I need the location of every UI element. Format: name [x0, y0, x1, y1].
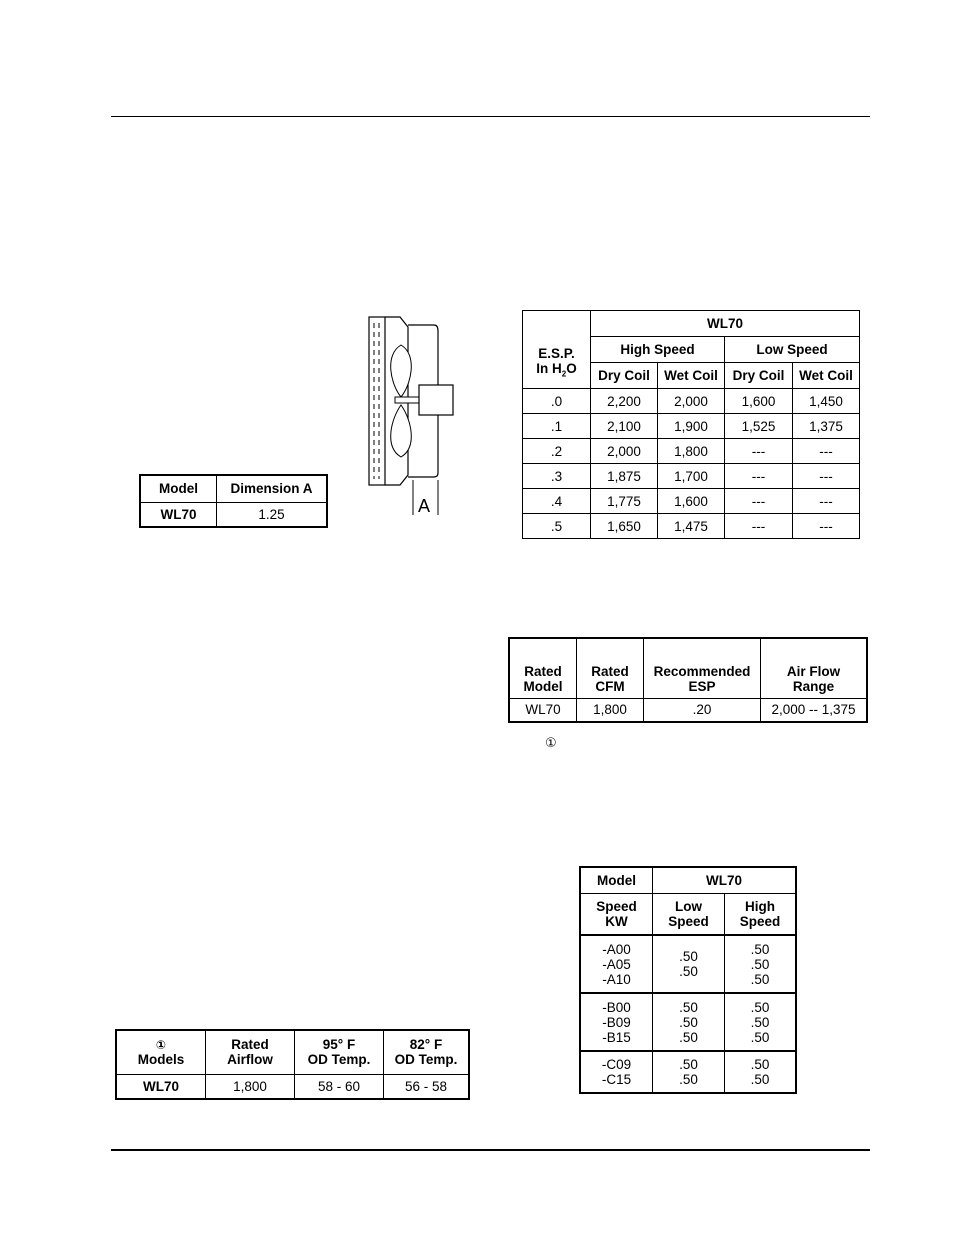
kw-high-values: .50 .50 .50	[725, 993, 797, 1051]
table-row	[523, 514, 860, 539]
table-row	[509, 698, 867, 722]
kw-header-high: High Speed	[725, 893, 797, 935]
table-row	[523, 414, 860, 439]
cfm-value: 1,600	[725, 389, 793, 414]
cfm-value: ---	[725, 464, 793, 489]
kw-low-values: .50 .50	[653, 1051, 725, 1093]
cfm-value: ---	[725, 439, 793, 464]
kw-codes: -A00 -A05 -A10	[580, 935, 653, 993]
table-row	[523, 489, 860, 514]
kw-header-model: Model	[580, 867, 653, 893]
table-row	[523, 464, 860, 489]
cfm-value: 1,650	[591, 514, 658, 539]
note-marker: ①	[545, 735, 557, 750]
od-cell-95: 58 - 60	[295, 1074, 384, 1099]
coil-header: Dry Coil	[725, 363, 793, 389]
dim-cell-value: 1.25	[217, 502, 328, 527]
od-header-models	[116, 1030, 206, 1074]
kw-high-values: .50 .50	[725, 1051, 797, 1093]
esp-value: .1	[523, 414, 591, 439]
cfm-value: 1,700	[658, 464, 725, 489]
kw-header-low: Low Speed	[653, 893, 725, 935]
od-header-models-label: Models	[137, 1052, 185, 1068]
esp-value: .5	[523, 514, 591, 539]
bottom-rule	[111, 1149, 870, 1151]
kw-table	[579, 866, 797, 1094]
note-marker: ①	[155, 1038, 167, 1053]
blower-fan-diagram	[366, 315, 456, 517]
kw-header-speed-kw: Speed KW	[580, 893, 653, 935]
rated-airflow-table	[508, 637, 868, 723]
cfm-value: 2,000	[591, 439, 658, 464]
rated-header-cfm: Rated CFM	[577, 638, 644, 698]
dim-header-dimension: Dimension A	[217, 475, 328, 502]
od-header-95: 95° F OD Temp.	[295, 1030, 384, 1074]
cfm-value: ---	[793, 489, 860, 514]
coil-header: Wet Coil	[793, 363, 860, 389]
rated-header-esp: Recommended ESP	[644, 638, 761, 698]
cfm-value: 2,100	[591, 414, 658, 439]
esp-value: .3	[523, 464, 591, 489]
kw-high-values: .50 .50 .50	[725, 935, 797, 993]
table-row	[523, 439, 860, 464]
coil-header: Wet Coil	[658, 363, 725, 389]
esp-header-cell	[523, 311, 591, 389]
esp-header-line1: E.S.P.	[538, 346, 575, 362]
esp-header-o: O	[566, 361, 577, 377]
od-header-82: 82° F OD Temp.	[384, 1030, 470, 1074]
cfm-value: ---	[793, 439, 860, 464]
esp-model-header: WL70	[591, 311, 860, 337]
esp-value: .0	[523, 389, 591, 414]
od-cell-model: WL70	[116, 1074, 206, 1099]
table-row	[523, 389, 860, 414]
cfm-value: ---	[725, 514, 793, 539]
cfm-value: 1,375	[793, 414, 860, 439]
top-rule	[111, 116, 870, 117]
dimension-a-label: A	[418, 496, 431, 516]
rated-cell-esp: .20	[644, 698, 761, 722]
cfm-value: 1,800	[658, 439, 725, 464]
cfm-value: ---	[793, 514, 860, 539]
coil-header: Dry Coil	[591, 363, 658, 389]
cfm-value: 1,525	[725, 414, 793, 439]
dim-cell-model: WL70	[140, 502, 217, 527]
cfm-value: 1,900	[658, 414, 725, 439]
kw-low-values: .50 .50 .50	[653, 993, 725, 1051]
od-temp-table	[115, 1029, 470, 1100]
od-header-airflow: Rated Airflow	[206, 1030, 295, 1074]
esp-value: .4	[523, 489, 591, 514]
cfm-value: 1,600	[658, 489, 725, 514]
rated-cell-cfm: 1,800	[577, 698, 644, 722]
rated-header-range: Air Flow Range	[761, 638, 868, 698]
cfm-value: ---	[793, 464, 860, 489]
kw-low-values: .50 .50	[653, 935, 725, 993]
cfm-value: 2,200	[591, 389, 658, 414]
table-row	[580, 1051, 796, 1093]
dim-header-model: Model	[140, 475, 217, 502]
low-speed-header: Low Speed	[725, 337, 860, 363]
od-cell-airflow: 1,800	[206, 1074, 295, 1099]
rated-cell-model: WL70	[509, 698, 577, 722]
table-row	[580, 993, 796, 1051]
table-row	[580, 935, 796, 993]
cfm-value: 2,000	[658, 389, 725, 414]
esp-header-in-h: In H	[536, 361, 562, 377]
kw-codes: -C09 -C15	[580, 1051, 653, 1093]
rated-cell-range: 2,000 -- 1,375	[761, 698, 868, 722]
cfm-value: 1,875	[591, 464, 658, 489]
cfm-value: 1,775	[591, 489, 658, 514]
dimension-table	[139, 474, 328, 528]
rated-header-model: Rated Model	[509, 638, 577, 698]
esp-header-sub: 2	[561, 369, 567, 379]
table-row	[116, 1074, 469, 1099]
esp-value: .2	[523, 439, 591, 464]
kw-header-wl70: WL70	[653, 867, 797, 893]
high-speed-header: High Speed	[591, 337, 725, 363]
cfm-value: 1,450	[793, 389, 860, 414]
kw-codes: -B00 -B09 -B15	[580, 993, 653, 1051]
cfm-value: 1,475	[658, 514, 725, 539]
esp-airflow-table	[522, 310, 860, 539]
cfm-value: ---	[725, 489, 793, 514]
od-cell-82: 56 - 58	[384, 1074, 470, 1099]
